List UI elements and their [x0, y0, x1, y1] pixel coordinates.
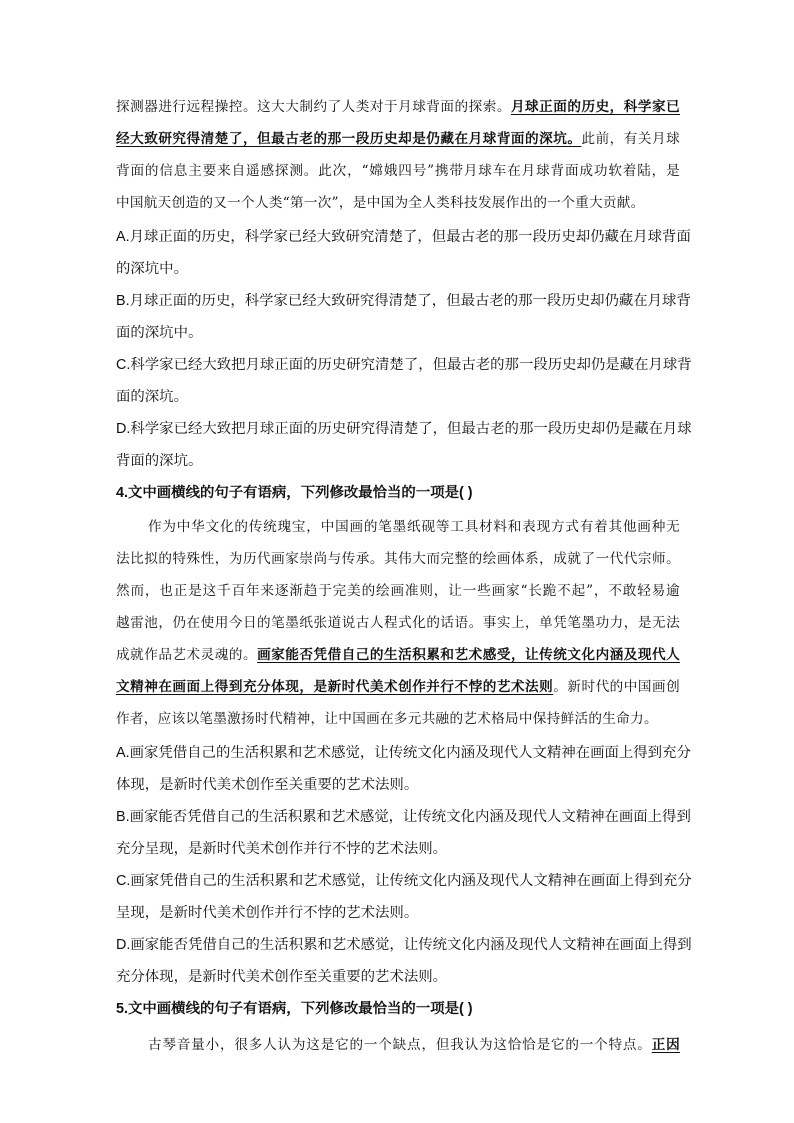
passage3-line4: 中国航天创造的又一个人类“第一次”，是中国为全人类科技发展作出的一个重大贡献。	[116, 195, 645, 211]
underlined-sentence: 文精神在画面上得到充分体现，是新时代美术创作并行不悖的艺术法则	[116, 679, 554, 695]
q5-passage-line1: 古琴音量小，很多人认为这是它的一个缺点，但我认为这恰恰是它的一个特点。正因	[148, 1037, 680, 1053]
q3-option-b-line2: 面的深坑中。	[116, 325, 203, 341]
q4-passage-line7: 作者，应该以笔墨激扬时代精神，让中国画在多元共融的艺术格局中保持鲜活的生命力。	[116, 711, 658, 727]
q5-title: 5.文中画横线的句子有语病，下列修改最恰当的一项是( )	[116, 1001, 473, 1017]
underlined-sentence: 月球正面的历史，科学家已	[510, 99, 680, 115]
q4-title: 4.文中画横线的句子有语病，下列修改最恰当的一项是( )	[116, 485, 473, 501]
q4-passage-line4: 越雷池，仍在使用今日的笔墨纸张道说古人程式化的话语。事实上，单凭笔墨功力，是无法	[116, 615, 680, 631]
q4-option-a-line2: 体现，是新时代美术创作至关重要的艺术法则。	[116, 777, 419, 793]
q3-option-b-line1: B.月球正面的历史，科学家已经大致研究得清楚了，但最古老的那一段历史却仍藏在月球背	[116, 293, 691, 309]
q4-option-b-line2: 充分呈现，是新时代美术创作并行不悖的艺术法则。	[116, 841, 447, 857]
q4-passage-line1: 作为中华文化的传统瑰宝，中国画的笔墨纸砚等工具材料和表现方式有着其他画种无	[148, 519, 680, 535]
q4-passage-line3: 然而，也正是这千百年来逐渐趋于完美的绘画准则，让一些画家“长跪不起”，不敢轻易逾	[116, 583, 680, 599]
q4-option-d-line1: D.画家能否凭借自己的生活积累和艺术感觉，让传统文化内涵及现代人文精神在画面上得到	[116, 937, 692, 953]
q3-option-a-line2: 的深坑中。	[116, 261, 188, 277]
q3-option-c-line1: C.科学家已经大致把月球正面的历史研究清楚了，但最古老的那一段历史却仍是藏在月球背	[116, 357, 692, 373]
q4-option-c-line2: 呈现，是新时代美术创作并行不悖的艺术法则。	[116, 905, 419, 921]
passage3-line2: 经大致研究得清楚了，但最古老的那一段历史却是仍藏在月球背面的深坑。此前，有关月球	[116, 131, 680, 147]
q4-passage-line6: 文精神在画面上得到充分体现，是新时代美术创作并行不悖的艺术法则。新时代的中国画创	[116, 679, 680, 695]
q4-option-b-line1: B.画家能否凭借自己的生活积累和艺术感觉，让传统文化内涵及现代人文精神在画面上得到	[116, 809, 691, 825]
q4-option-c-line1: C.画家凭借自己的生活积累和艺术感觉，让传统文化内涵及现代人文精神在画面上得到充分	[116, 873, 692, 889]
q3-option-d-line2: 背面的深坑。	[116, 453, 203, 469]
q4-passage-line2: 法比拟的特殊性，为历代画家崇尚与传承。其伟大而完整的绘画体系，成就了一代代宗师。	[116, 551, 680, 567]
q3-option-a-line1: A.月球正面的历史，科学家已经大致研究清楚了，但最古老的那一段历史却仍藏在月球背面	[116, 229, 691, 245]
q3-option-d-line1: D.科学家已经大致把月球正面的历史研究得清楚了，但最古老的那一段历史却仍是藏在月球	[116, 421, 692, 437]
q4-passage-line5: 成就作品艺术灵魂的。画家能否凭借自己的生活积累和艺术感受，让传统文化内涵及现代人	[116, 647, 681, 663]
underlined-sentence: 画家能否凭借自己的生活积累和艺术感受，让传统文化内涵及现代人	[257, 647, 681, 663]
q3-option-c-line2: 面的深坑。	[116, 389, 188, 405]
passage3-line3: 背面的信息主要来自遥感探测。此次，“嫦娥四号”携带月球车在月球背面成功软着陆，是	[116, 163, 680, 179]
q4-option-a-line1: A.画家凭借自己的生活积累和艺术感觉，让传统文化内涵及现代人文精神在画面上得到充分	[116, 745, 691, 761]
q4-option-d-line2: 充分体现，是新时代美术创作至关重要的艺术法则。	[116, 969, 447, 985]
passage3-line1: 探测器进行远程操控。这大大制约了人类对于月球背面的探索。月球正面的历史，科学家已	[116, 99, 680, 115]
underlined-sentence: 经大致研究得清楚了，但最古老的那一段历史却是仍藏在月球背面的深坑。	[116, 131, 582, 147]
underlined-sentence: 正因	[651, 1037, 680, 1053]
